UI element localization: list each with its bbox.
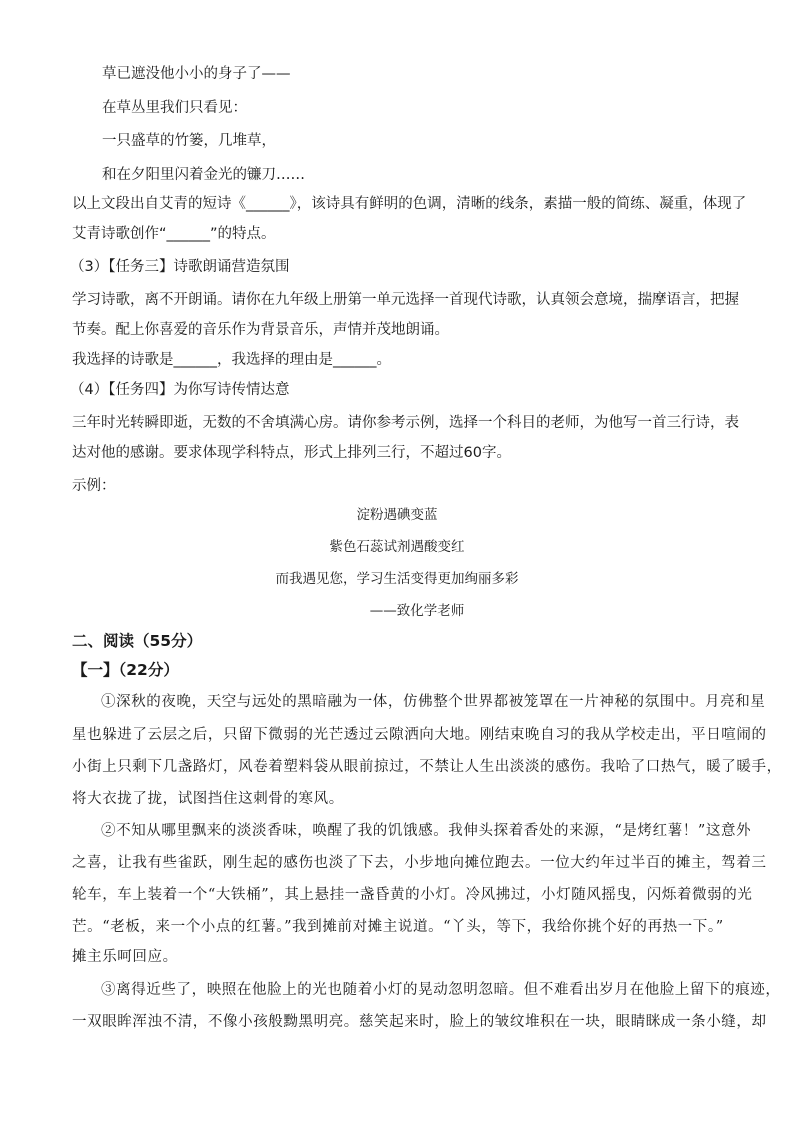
reading-line: 轮车，车上装着一个“大铁桶”，其上悬挂一盏昏黄的小灯。冷风拂过，小灯随风摇曳，闪烁着微弱的光 [72, 887, 753, 903]
reading-line: 一双眼眸浑浊不清，不像小孩般黝黑明亮。慈笑起来时，脸上的皱纹堆积在一块，眼睛眯成一条小缝，却 [72, 1014, 767, 1030]
task3-text: 节奏。配上你喜爱的音乐作为背景音乐，声情并茂地朗诵。 [72, 322, 449, 338]
reading-line: 之喜，让我有些雀跃，刚生起的感伤也淡了下去，小步地向摊位跑去。一位大约年过半百的摊主，驾着三 [72, 855, 767, 871]
task4-heading: （4）【任务四】为你写诗传情达意 [70, 382, 290, 398]
example-label: 示例： [72, 478, 116, 494]
reading-line: ②不知从哪里飘来的淡淡香味，唤醒了我的饥饿感。我伸头探着香处的来源，“是烤红薯！”这意外 [101, 823, 752, 839]
example-poem-line: 淀粉遇碘变蓝 [356, 507, 438, 523]
reading-line: ③离得近些了，映照在他脸上的光也随着小灯的晃动忽明忽暗。但不难看出岁月在他脸上留下的痕迹， [101, 982, 781, 998]
question-text: 以上文段出自艾青的短诗《______》，该诗具有鲜明的色调，清晰的线条，素描一般的简练、凝重，体现了 [72, 196, 747, 212]
poem-line: 和在夕阳里闪着金光的镰刀…… [102, 167, 305, 183]
reading-line: 星也躲进了云层之后，只留下微弱的光芒透过云隙洒向大地。刚结束晚自习的我从学校走出，平日喧闹的 [72, 727, 767, 743]
part-title: 【一】（22分） [72, 661, 179, 679]
example-poem-line: 而我遇见您，学习生活变得更加绚丽多彩 [275, 571, 519, 587]
reading-line: 摊主乐呵回应。 [72, 949, 178, 965]
reading-line: 小街上只剩下几盏路灯，风卷着塑料袋从眼前掠过，不禁让人生出淡淡的感伤。我哈了口热气，暖了暖手， [72, 759, 782, 775]
poem-line: 在草丛里我们只看见： [102, 100, 247, 116]
task3-text: 我选择的诗歌是______，我选择的理由是______。 [72, 352, 391, 368]
example-poem-dedication: ——致化学老师 [369, 603, 465, 619]
question-text: 艾青诗歌创作“______”的特点。 [72, 226, 276, 242]
poem-line: 草已遮没他小小的身子了—— [102, 66, 291, 82]
reading-line: 将大衣拢了拢，试图挡住这刺骨的寒风。 [72, 791, 344, 807]
task3-text: 学习诗歌，离不开朗诵。请你在九年级上册第一单元选择一首现代诗歌，认真领会意境，揣摩语言，把握 [72, 292, 739, 308]
reading-line: 芒。“老板，来一个小点的红薯。”我到摊前对摊主说道。“丫头，等下，我给你挑个好的再热一下。” [72, 919, 724, 935]
poem-line: 一只盛草的竹篓，几堆草， [102, 133, 276, 149]
reading-line: ①深秋的夜晚，天空与远处的黑暗融为一体，仿佛整个世界都被笼罩在一片神秘的氛围中。月亮和星 [101, 694, 766, 710]
task4-text: 达对他的感谢。要求体现学科特点，形式上排列三行，不超过60字。 [72, 445, 511, 461]
example-poem-line: 紫色石蕊试剂遇酸变红 [329, 539, 465, 555]
section-title: 二、阅读（55分） [72, 632, 203, 650]
task3-heading: （3）【任务三】诗歌朗诵营造氛围 [70, 259, 290, 275]
task4-text: 三年时光转瞬即逝，无数的不舍填满心房。请你参考示例，选择一个科目的老师，为他写一首三行诗，表 [72, 415, 739, 431]
